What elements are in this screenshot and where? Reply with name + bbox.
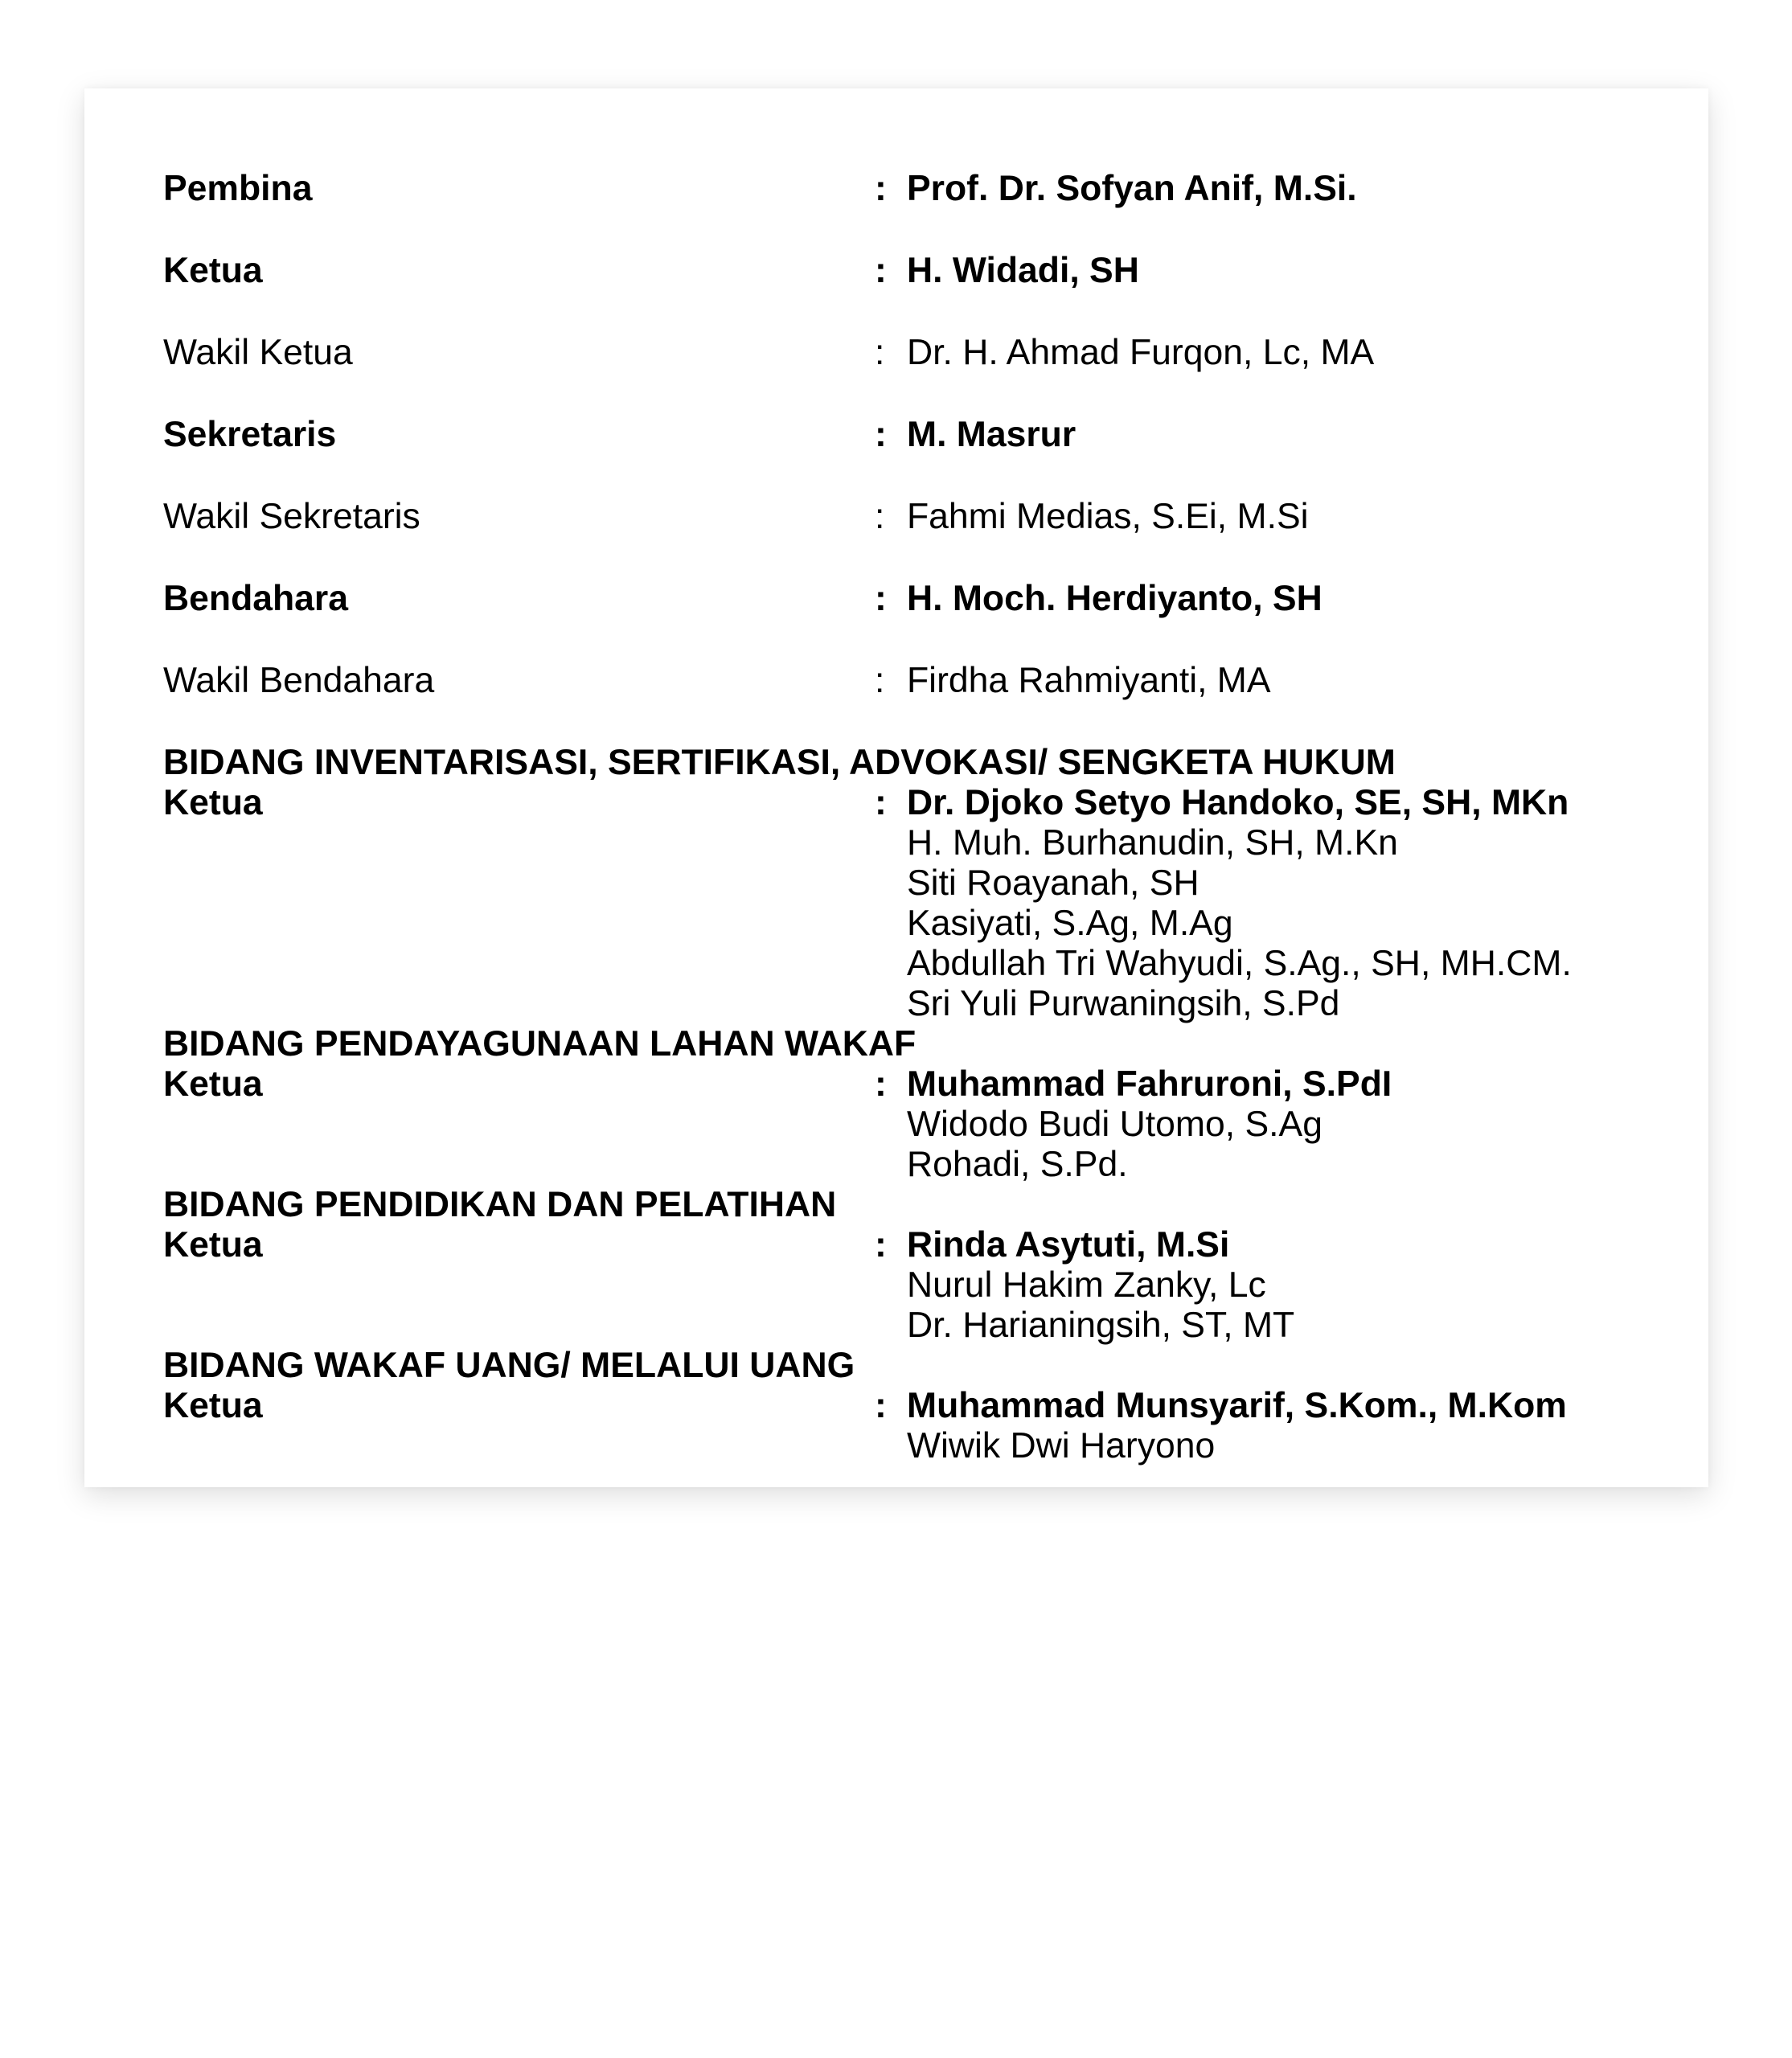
role-label: Ketua — [163, 251, 263, 290]
member-name: Dr. Harianingsih, ST, MT — [907, 1306, 1295, 1345]
officer-name: Firdha Rahmiyanti, MA — [907, 661, 1271, 700]
separator: : — [875, 415, 887, 454]
member-name: Sri Yuli Purwaningsih, S.Pd — [907, 984, 1340, 1023]
officer-name: Fahmi Medias, S.Ei, M.Si — [907, 497, 1309, 536]
role-label: Sekretaris — [163, 415, 337, 454]
separator: : — [875, 1386, 887, 1425]
member-name: Siti Roayanah, SH — [907, 863, 1199, 903]
separator: : — [875, 333, 885, 372]
separator: : — [875, 169, 887, 208]
role-label: Bendahara — [163, 579, 348, 618]
role-label: Wakil Bendahara — [163, 661, 435, 700]
member-name: Abdullah Tri Wahyudi, S.Ag., SH, MH.CM. — [907, 944, 1572, 983]
bidang-section-pendayagunaan — [163, 1024, 1691, 1185]
bidang-section-pendidikan — [163, 1185, 1691, 1346]
separator: : — [875, 1064, 887, 1104]
officer-name: Dr. H. Ahmad Furqon, Lc, MA — [907, 333, 1375, 372]
officer-row-ketua — [163, 251, 1691, 291]
chair-name: Muhammad Munsyarif, S.Kom., M.Kom — [907, 1386, 1567, 1425]
chair-name: Rinda Asytuti, M.Si — [907, 1225, 1230, 1265]
role-label: Pembina — [163, 169, 313, 208]
bidang-section-inventarisasi — [163, 743, 1691, 1024]
chair-label: Ketua — [163, 783, 263, 822]
member-name: Rohadi, S.Pd. — [907, 1145, 1128, 1184]
separator: : — [875, 783, 887, 822]
role-label: Wakil Sekretaris — [163, 497, 420, 536]
bidang-title: BIDANG WAKAF UANG/ MELALUI UANG — [163, 1346, 855, 1385]
bidang-chair-row — [163, 1386, 1691, 1426]
separator: : — [875, 497, 885, 536]
officer-name: H. Moch. Herdiyanto, SH — [907, 579, 1322, 618]
chair-label: Ketua — [163, 1386, 263, 1425]
separator: : — [875, 661, 885, 700]
bidang-title: BIDANG PENDIDIKAN DAN PELATIHAN — [163, 1185, 837, 1224]
member-name: Wiwik Dwi Haryono — [907, 1426, 1216, 1466]
bidang-title: BIDANG INVENTARISASI, SERTIFIKASI, ADVOKASI/ SENGKETA HUKUM — [163, 743, 1396, 782]
officer-name: M. Masrur — [907, 415, 1076, 454]
document-page — [84, 88, 1708, 1487]
officer-row-sekretaris — [163, 415, 1691, 455]
bidang-chair-row — [163, 783, 1691, 823]
chair-name: Muhammad Fahruroni, S.PdI — [907, 1064, 1392, 1104]
organization-structure — [163, 169, 1691, 1466]
chair-name: Dr. Djoko Setyo Handoko, SE, SH, MKn — [907, 783, 1569, 822]
officer-name: Prof. Dr. Sofyan Anif, M.Si. — [907, 169, 1357, 208]
officer-row-wakil-bendahara — [163, 661, 1691, 701]
member-name: Widodo Budi Utomo, S.Ag — [907, 1105, 1322, 1144]
officer-row-wakil-ketua — [163, 333, 1691, 373]
bidang-chair-row — [163, 1225, 1691, 1265]
bidang-title: BIDANG PENDAYAGUNAAN LAHAN WAKAF — [163, 1024, 917, 1064]
officer-name: H. Widadi, SH — [907, 251, 1139, 290]
chair-label: Ketua — [163, 1225, 263, 1265]
bidang-section-wakaf-uang — [163, 1346, 1691, 1466]
separator: : — [875, 1225, 887, 1265]
separator: : — [875, 579, 887, 618]
member-name: Nurul Hakim Zanky, Lc — [907, 1265, 1266, 1305]
member-name: H. Muh. Burhanudin, SH, M.Kn — [907, 823, 1398, 863]
separator: : — [875, 251, 887, 290]
officer-row-pembina — [163, 169, 1691, 209]
role-label: Wakil Ketua — [163, 333, 353, 372]
member-name: Kasiyati, S.Ag, M.Ag — [907, 904, 1233, 943]
officer-row-bendahara — [163, 579, 1691, 619]
officer-row-wakil-sekretaris — [163, 497, 1691, 537]
bidang-chair-row — [163, 1064, 1691, 1105]
chair-label: Ketua — [163, 1064, 263, 1104]
